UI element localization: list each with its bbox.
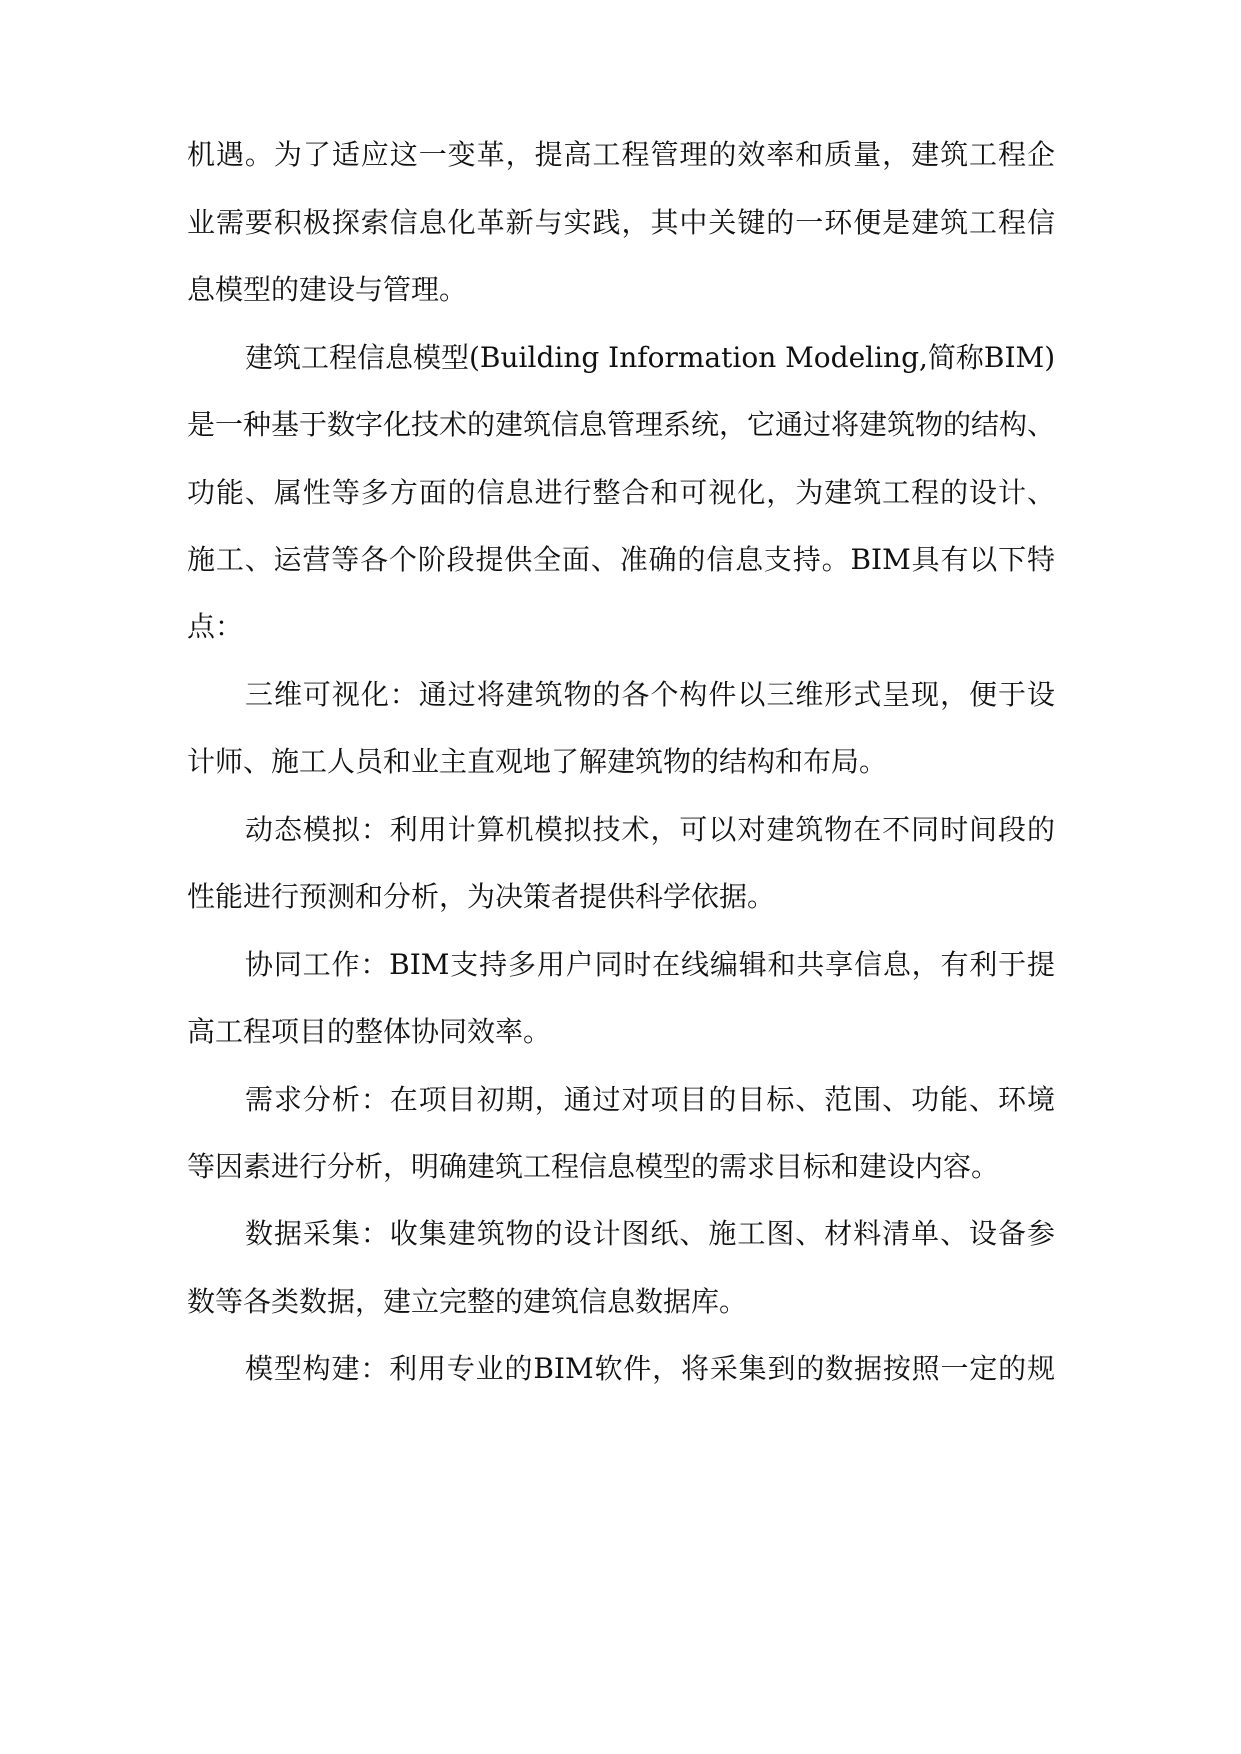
paragraph-2-line-2: 是一种基于数字化技术的建筑信息管理系统，它通过将建筑物的结构、	[187, 408, 1056, 441]
paragraph-8-line-1: 模型构建：利用专业的BIM软件，将采集到的数据按照一定的规	[245, 1352, 1055, 1385]
paragraph-4-line-2: 性能进行预测和分析，为决策者提供科学依据。	[187, 880, 776, 913]
paragraph-3-line-1: 三维可视化：通过将建筑物的各个构件以三维形式呈现，便于设	[245, 678, 1055, 711]
paragraph-6-line-1: 需求分析：在项目初期，通过对项目的目标、范围、功能、环境	[245, 1083, 1055, 1116]
paragraph-2-line-4: 施工、运营等各个阶段提供全面、准确的信息支持。BIM具有以下特	[187, 543, 1055, 576]
paragraph-3-line-2: 计师、施工人员和业主直观地了解建筑物的结构和布局。	[187, 745, 888, 778]
paragraph-5-line-2: 高工程项目的整体协同效率。	[187, 1015, 552, 1048]
paragraph-2-line-1: 建筑工程信息模型(Building Information Modeling,简称BIM)	[245, 341, 1056, 374]
paragraph-5-line-1: 协同工作：BIM支持多用户同时在线编辑和共享信息，有利于提	[245, 948, 1055, 981]
paragraph-2-line-5: 点：	[187, 610, 244, 643]
paragraph-6-line-2: 等因素进行分析，明确建筑工程信息模型的需求目标和建设内容。	[187, 1150, 1000, 1183]
paragraph-2-line-3: 功能、属性等多方面的信息进行整合和可视化，为建筑工程的设计、	[187, 476, 1055, 509]
paragraph-7-line-1: 数据采集：收集建筑物的设计图纸、施工图、材料清单、设备参	[245, 1217, 1055, 1250]
paragraph-4-line-1: 动态模拟：利用计算机模拟技术，可以对建筑物在不同时间段的	[245, 813, 1055, 846]
paragraph-1-line-3: 息模型的建设与管理。	[187, 273, 468, 306]
paragraph-7-line-2: 数等各类数据，建立完整的建筑信息数据库。	[187, 1285, 748, 1318]
paragraph-1-line-1: 机遇。为了适应这一变革，提高工程管理的效率和质量，建筑工程企	[187, 138, 1055, 171]
paragraph-1-line-2: 业需要积极探索信息化革新与实践，其中关键的一环便是建筑工程信	[187, 206, 1055, 239]
